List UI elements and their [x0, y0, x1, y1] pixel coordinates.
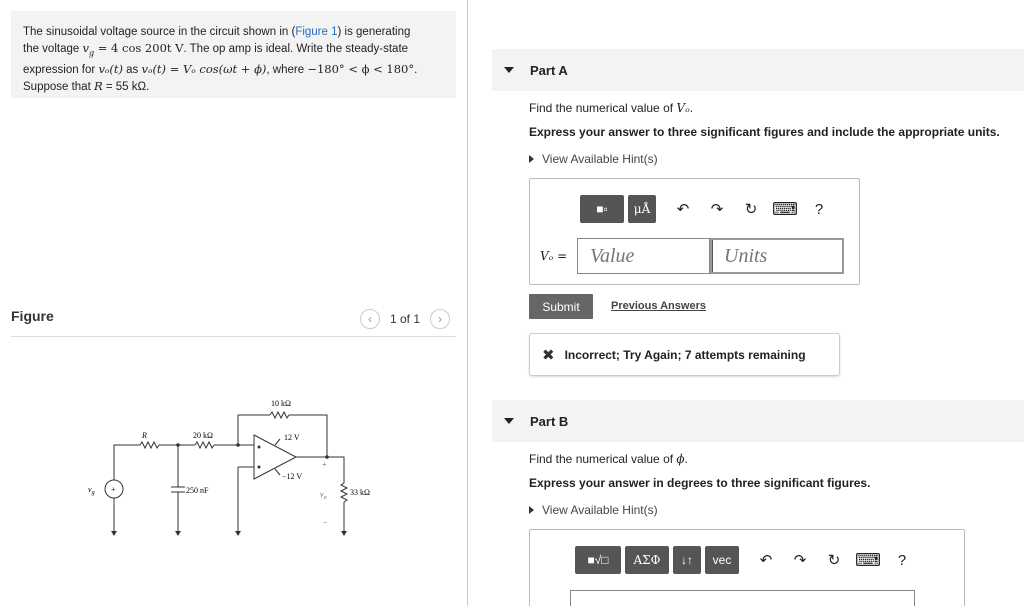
part-b-instruction: Express your answer in degrees to three significant figures.: [529, 476, 871, 490]
figure-link[interactable]: Figure 1: [295, 26, 338, 38]
undo-icon[interactable]: ↶: [759, 552, 773, 569]
next-figure-button[interactable]: ›: [430, 309, 450, 329]
keyboard-icon[interactable]: ⌨: [772, 198, 798, 219]
source-plus: +: [111, 485, 116, 494]
units-button[interactable]: μÅ: [628, 195, 656, 223]
problem-line-1: The sinusoidal voltage source in the circuit shown in (Figure 1) is generating: [23, 26, 411, 38]
greek-button[interactable]: AΣΦ: [625, 546, 669, 574]
prev-figure-button[interactable]: ‹: [360, 309, 380, 329]
expand-icon: [529, 506, 534, 514]
panel-divider: [467, 0, 468, 606]
part-a-question: Find the numerical value of Vₒ.: [529, 101, 694, 115]
problem-line-3: expression for vₒ(t) as vₒ(t) = Vₒ cos(ωt + ϕ), where −180° < ϕ < 180°.: [23, 62, 418, 77]
problem-statement: [11, 11, 456, 98]
figure-page-count: 1 of 1: [390, 312, 421, 326]
part-a-toolbar: [580, 195, 830, 223]
vneg-label: −12 V: [282, 472, 303, 481]
part-a-header[interactable]: [492, 49, 1024, 91]
part-b-title: Part B: [530, 413, 569, 429]
arrows-button[interactable]: ↓↑: [673, 546, 701, 574]
part-b-toolbar: [575, 546, 913, 574]
units-input[interactable]: [710, 238, 844, 274]
r-label: R: [142, 431, 147, 440]
help-icon[interactable]: ?: [897, 551, 907, 569]
circuit-diagram: [80, 395, 400, 540]
problem-line-4: Suppose that R = 55 kΩ.: [23, 79, 150, 94]
reset-icon[interactable]: ↻: [827, 552, 841, 569]
r10-label: 10 kΩ: [271, 399, 291, 408]
reset-icon[interactable]: ↻: [744, 201, 758, 218]
part-b-hints[interactable]: View Available Hint(s): [529, 503, 658, 517]
incorrect-icon: ✖: [542, 346, 555, 364]
part-a-title: Part A: [530, 62, 568, 78]
figure-divider: [11, 336, 456, 337]
templates-button[interactable]: ■√□: [575, 546, 621, 574]
redo-icon[interactable]: ↷: [793, 552, 807, 569]
vo-input-label: Vₒ =: [540, 249, 568, 263]
collapse-icon: [504, 418, 514, 424]
help-icon[interactable]: ?: [814, 200, 824, 218]
vec-button[interactable]: vec: [705, 546, 739, 574]
vo-label: $v_o$: [320, 490, 327, 501]
vg-label: $v_g$: [88, 485, 95, 496]
keyboard-icon[interactable]: ⌨: [855, 549, 881, 570]
figure-label: Figure: [11, 308, 54, 324]
undo-icon[interactable]: ↶: [676, 201, 690, 218]
problem-line-2: the voltage $v_g = 4$ cos 200t V. The op amp is ideal. Write the steady-state: [23, 41, 409, 58]
cap-label: 250 nF: [186, 486, 209, 495]
feedback-message: ✖ Incorrect; Try Again; 7 attempts remaining: [529, 333, 840, 376]
part-a-instruction: Express your answer to three significant figures and include the appropriate units.: [529, 125, 1000, 139]
part-b-question: Find the numerical value of ϕ.: [529, 452, 688, 466]
phi-input[interactable]: [570, 590, 915, 606]
expand-icon: [529, 155, 534, 163]
r20-label: 20 kΩ: [193, 431, 213, 440]
vo-minus: −: [323, 518, 328, 527]
r33-label: 33 kΩ: [350, 488, 370, 497]
part-b-header[interactable]: [492, 400, 1024, 442]
previous-answers-link[interactable]: Previous Answers: [611, 300, 706, 312]
part-a-hints[interactable]: View Available Hint(s): [529, 152, 658, 166]
value-input[interactable]: [577, 238, 710, 274]
vpos-label: 12 V: [284, 433, 300, 442]
templates-button[interactable]: ■▫: [580, 195, 624, 223]
vo-plus: +: [322, 460, 327, 469]
redo-icon[interactable]: ↷: [710, 201, 724, 218]
figure-pager: [360, 309, 450, 329]
collapse-icon: [504, 67, 514, 73]
submit-button[interactable]: Submit: [529, 294, 593, 319]
